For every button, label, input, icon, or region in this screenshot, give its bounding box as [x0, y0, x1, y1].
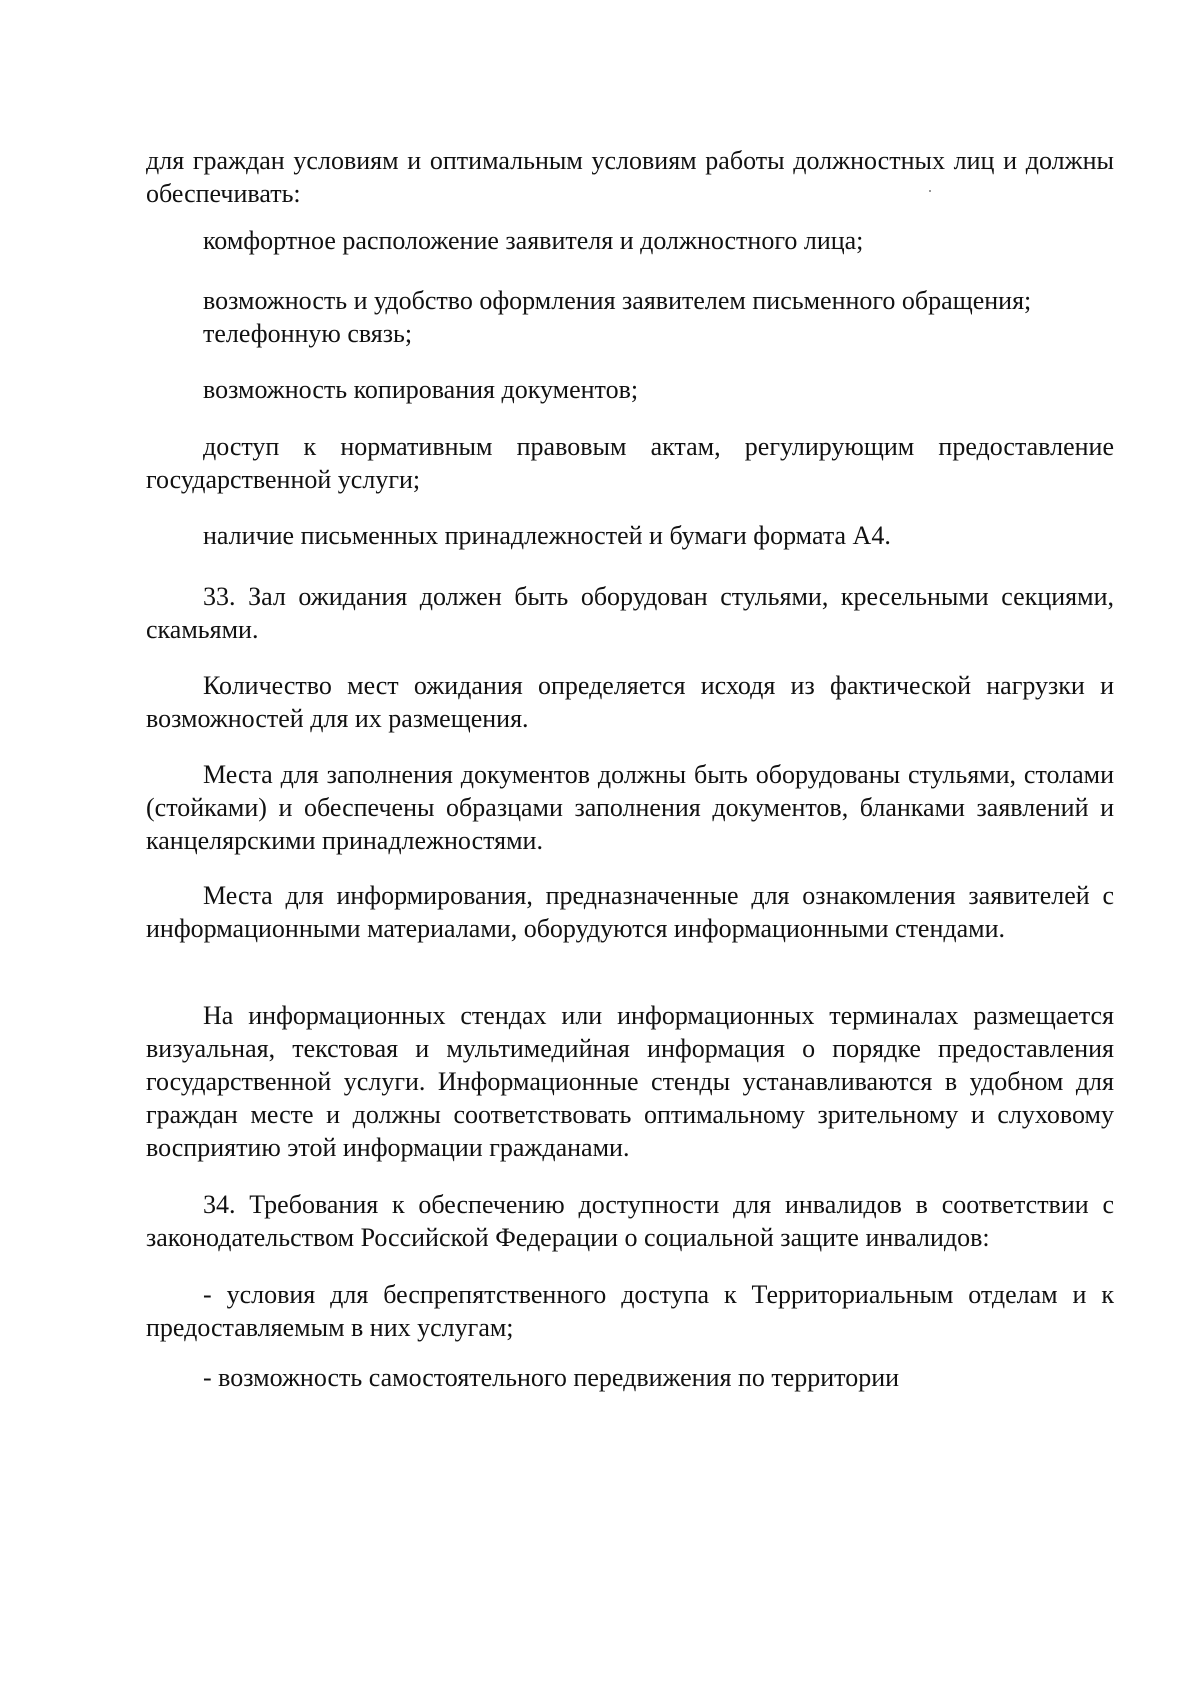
paragraph-legal-acts: доступ к нормативным правовым актам, регулирующим предоставление государственной услуги;	[146, 432, 1114, 494]
paragraph-stationery: наличие письменных принадлежностей и бумаги формата А4.	[203, 521, 891, 550]
paragraph-continuation: для граждан условиям и оптимальным условиям работы должностных лиц и должны обеспечивать:	[146, 146, 1114, 208]
paragraph-item-33: 33. Зал ожидания должен быть оборудован стульями, кресельными секциями, скамьями.	[146, 582, 1114, 644]
paragraph-comfortable-placement: комфортное расположение заявителя и должностного лица;	[203, 226, 864, 255]
paragraph-copying: возможность копирования документов;	[203, 375, 639, 404]
paragraph-telephone: телефонную связь;	[203, 319, 413, 348]
paragraph-filling-places: Места для заполнения документов должны быть оборудованы стульями, столами (стойками) и обеспечены образцами заполнения документов, бланками заявлений и канцелярскими принадлежностями.	[146, 760, 1114, 855]
paragraph-information-stands: На информационных стендах или информационных терминалах размещается визуальная, текстовая и мультимедийная информация о порядке предоставления государственной услуги. Информационные стенды устанавливаются в удобном для граждан месте и должны соответствовать оптимальному зрительному и слуховому восприятию этой информации гражданами.	[146, 1001, 1114, 1162]
list-item-independent-movement: - возможность самостоятельного передвижения по территории	[203, 1363, 900, 1392]
paragraph-item-34: 34. Требования к обеспечению доступности для инвалидов в соответствии с законодательством Российской Федерации о социальной защите инвалидов:	[146, 1190, 1114, 1252]
paragraph-written-request: возможность и удобство оформления заявителем письменного обращения;	[203, 286, 1032, 315]
scan-speck	[929, 190, 931, 192]
list-item-access-conditions: - условия для беспрепятственного доступа к Территориальным отделам и к предоставляемым в них услугам;	[146, 1280, 1114, 1342]
paragraph-information-places: Места для информирования, предназначенные для ознакомления заявителей с информационными материалами, оборудуются информационными стендами.	[146, 881, 1114, 943]
paragraph-waiting-places: Количество мест ожидания определяется исходя из фактической нагрузки и возможностей для их размещения.	[146, 671, 1114, 733]
